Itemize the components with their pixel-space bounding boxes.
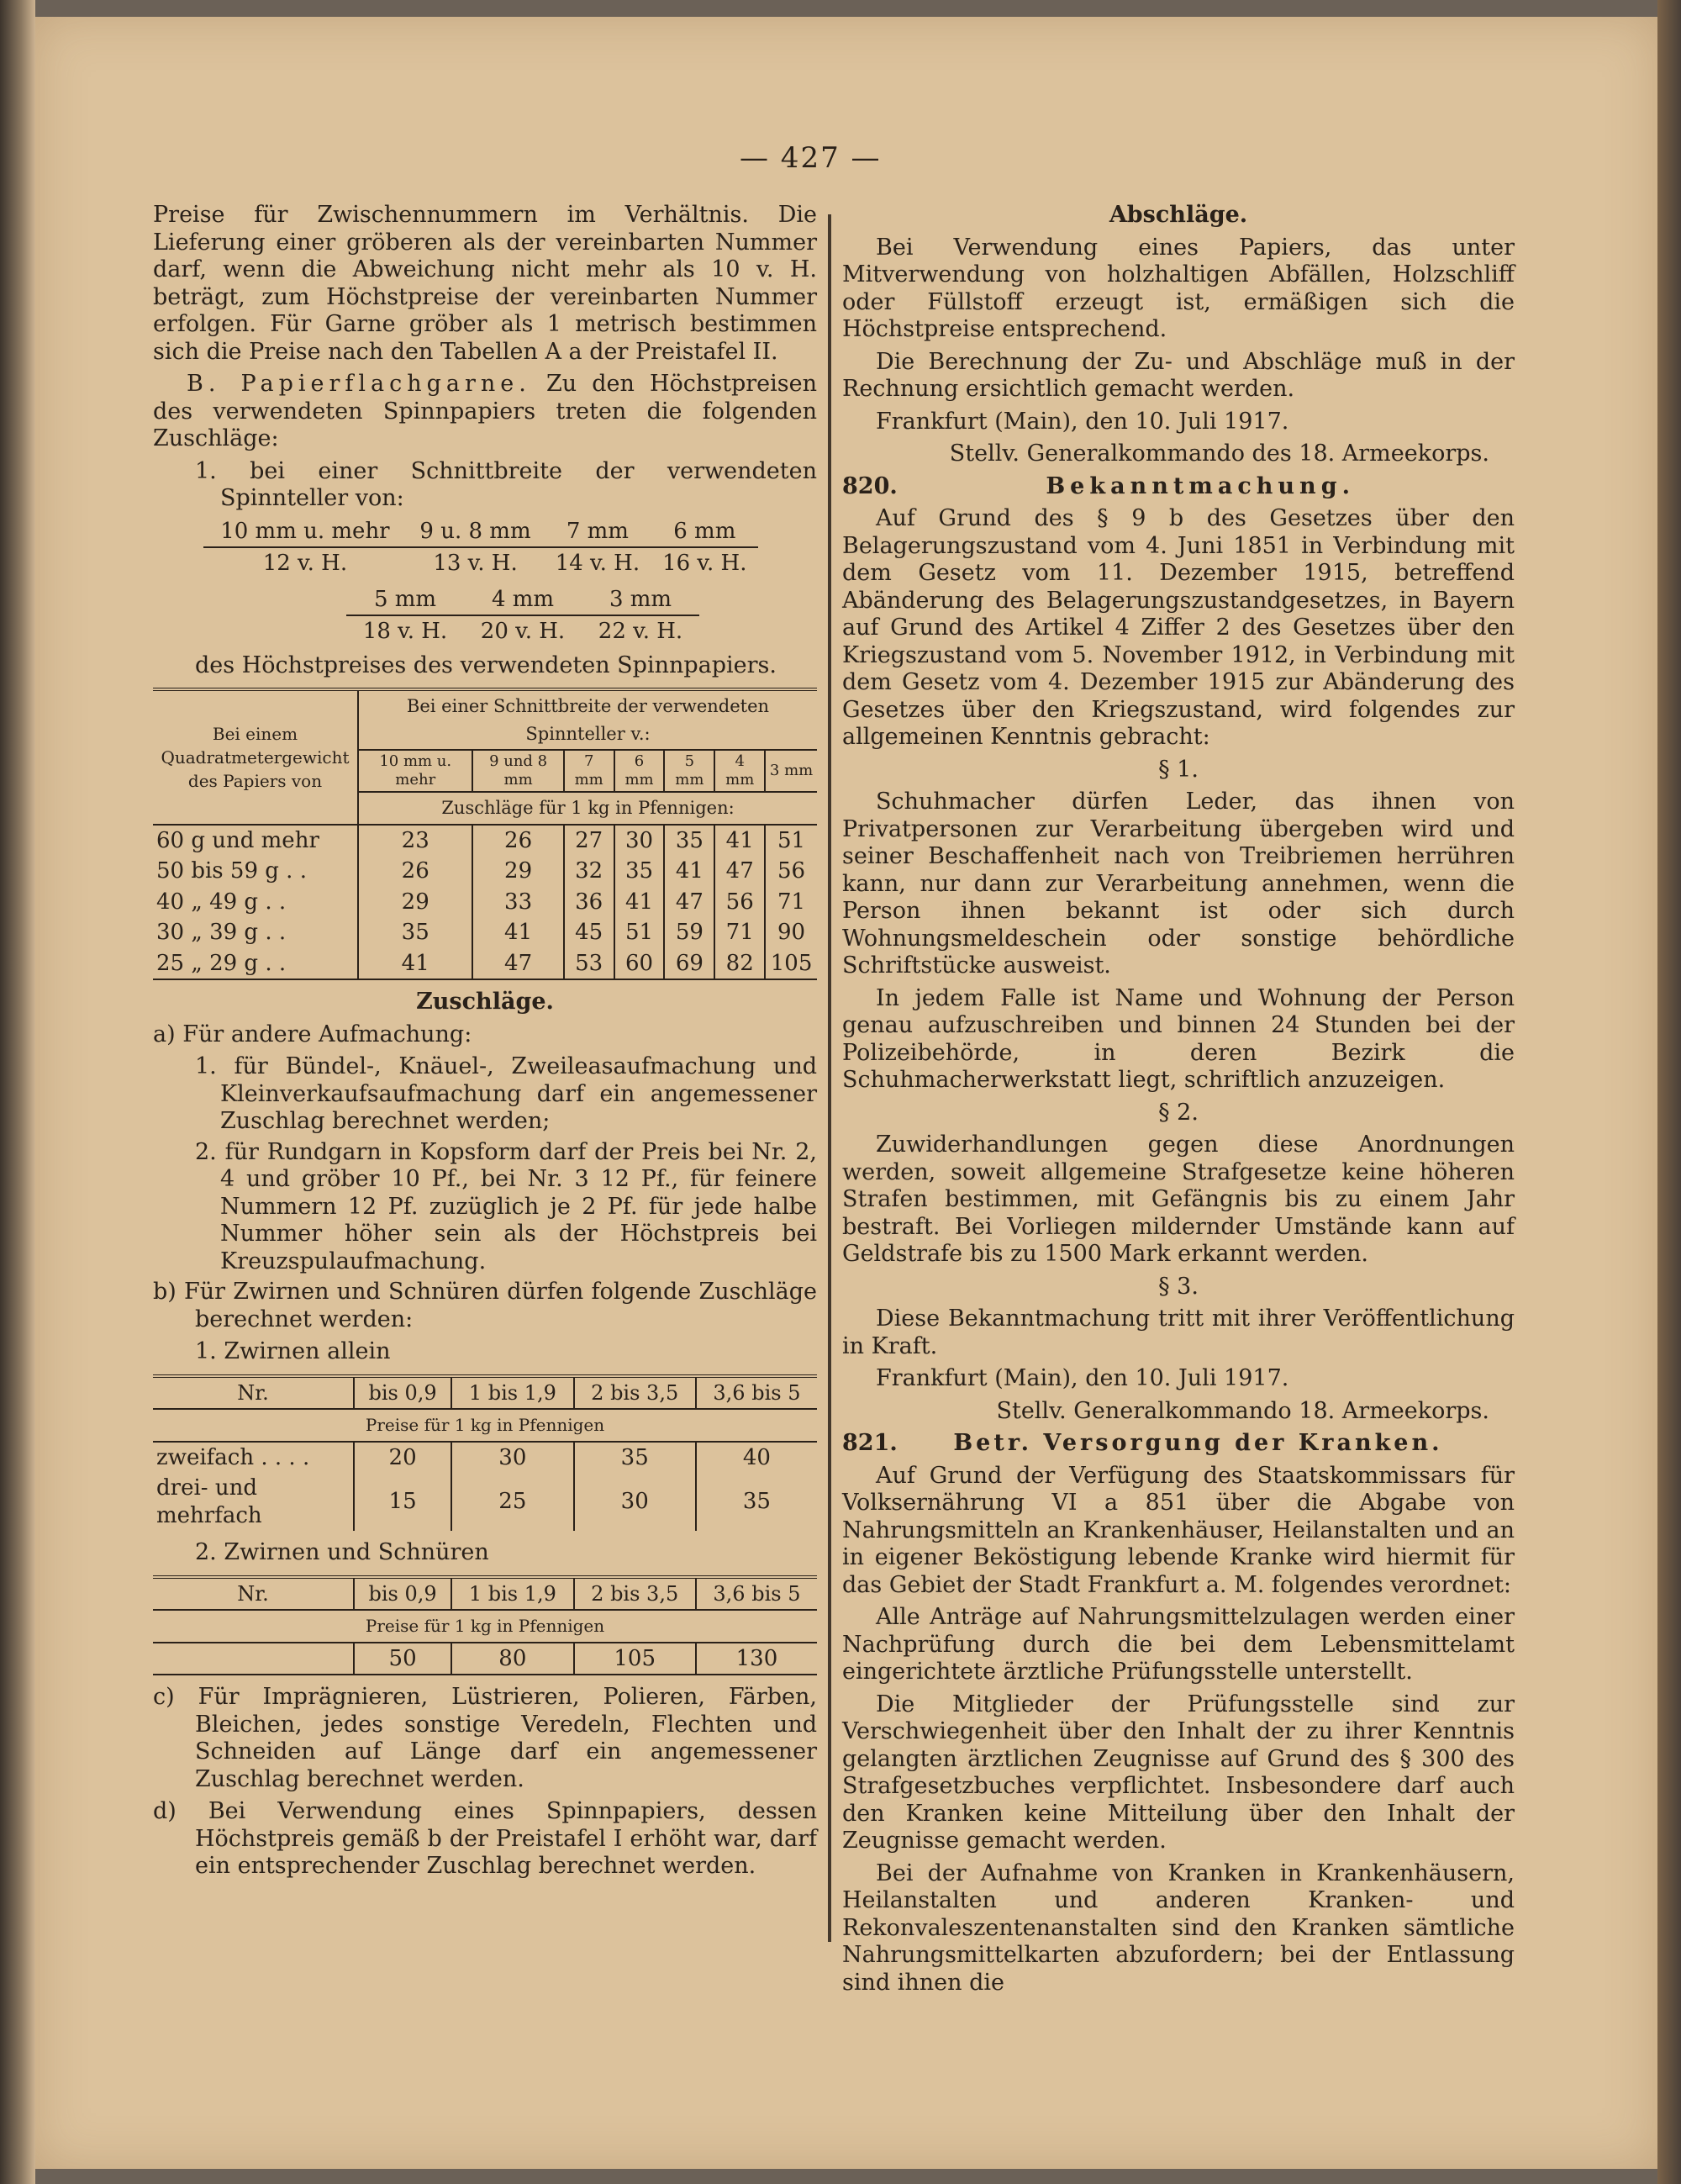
right-column	[842, 202, 1515, 2002]
column-header: 3 mm	[769, 762, 814, 779]
section-b-item-1: 1. bei einer Schnittbreite der verwendeten Spinnteller von:	[195, 457, 817, 511]
table-cell: 35	[574, 1442, 696, 1474]
versorgung-paragraph-3: Die Mitglieder der Prüfungsstelle sind zur Verschwiegenheit über den Inhalt der zu ihrer Kenntnis gelangten ärztlichen Zeugnisse auf Grund des § 300 des Strafgesetzbuches verpflichtet. Insbesondere darf auch den Kranken keine Mitteilung über den Inhalt der Zeugnisse gemacht werden.	[842, 1691, 1515, 1854]
column-header: 4 mm	[714, 750, 765, 792]
table-row	[153, 948, 817, 980]
table-cell: 56	[777, 858, 806, 884]
table-cell: 53	[564, 948, 614, 980]
section-a-item-2: 2. für Rundgarn in Kopsform darf der Preis bei Nr. 2, 4 und gröber 10 Pf., bei Nr. 3 12 Pf., für feinere Nummern 12 Pf. zuzüglich je 2 Pf. für jede halbe Nummer höher sein als der Höchstpreis bei Kreuzspulaufmachung.	[195, 1138, 817, 1274]
zwirnen-und-schnueren-label: 2. Zwirnen und Schnüren	[195, 1539, 489, 1565]
signature-1: Stellv. Generalkommando des 18. Armeekorps.	[949, 440, 1489, 467]
left-column	[153, 202, 817, 1886]
column-header: 2 bis 3,5	[574, 1376, 696, 1410]
table-cell: 41	[358, 948, 472, 980]
column-header: 2 bis 3,5	[574, 1577, 696, 1611]
schnueren-table	[153, 1575, 817, 1676]
table-cell: 40	[742, 1444, 771, 1470]
versorgung-paragraph-4: Bei der Aufnahme von Kranken in Krankenhäusern, Heilanstalten und anderen Kranken- und Rekonvaleszentenanstalten sind den Kranken sämtliche Nahrungsmittelkarten abzufordern; bei der Entlassung sind ihnen die	[842, 1860, 1515, 1996]
table-cell: 41	[614, 887, 665, 918]
row-label: 40 „ 49 g . .	[153, 887, 358, 918]
table-cell: 29	[358, 887, 472, 918]
row-label: 25 „ 29 g . .	[153, 948, 358, 980]
table-row	[153, 825, 817, 857]
paragraph-2-heading: § 2.	[1158, 1099, 1199, 1126]
versorgung-paragraph: Auf Grund der Verfügung des Staatskommissars für Volksernährung VI a 851 über die Abgabe von Nahrungsmitteln an Krankenhäuser, Heilanstalten und an in eigener Beköstigung lebende Kranke wird hiermit für das Gebiet der Stadt Frankfurt a. M. folgendes verordnet:	[842, 1462, 1515, 1598]
table-cell: 80	[451, 1643, 573, 1675]
book-spine	[0, 0, 35, 2184]
table-cell: 56	[714, 887, 765, 918]
row-label: 50 bis 59 g . .	[153, 856, 358, 887]
book-edge	[1657, 0, 1681, 2184]
mini1-bottom-cell: 14 v. H.	[555, 551, 640, 576]
zuschlaege-table-corner: Bei einem Quadratmetergewicht des Papiers von	[153, 689, 358, 825]
table-cell: 51	[614, 917, 665, 948]
mini2-top-cell: 5 mm	[346, 584, 464, 616]
table-row	[153, 1442, 817, 1474]
mini1-top-cell: 10 mm u. mehr	[203, 516, 407, 548]
zuschlaege-heading: Zuschläge.	[416, 989, 554, 1015]
table-cell: 47	[664, 887, 714, 918]
mini2-bottom-cell: 20 v. H.	[480, 619, 566, 644]
mini1-bottom-cell: 12 v. H.	[262, 551, 348, 576]
row-label	[153, 1643, 354, 1675]
paragraph-3-heading: § 3.	[1158, 1273, 1199, 1300]
table-cell: 35	[742, 1489, 771, 1515]
column-header: bis 0,9	[354, 1577, 451, 1611]
section-b-zwirnen-label: b) Für Zwirnen und Schnüren dürfen folgende Zuschläge berechnet werden:	[153, 1279, 817, 1332]
table-cell: 47	[472, 948, 563, 980]
versorgung-heading: Betr. Versorgung der Kranken.	[953, 1430, 1443, 1456]
notice-821-title-line	[842, 1430, 1515, 1458]
zuschlaege-table-unit: Zuschläge für 1 kg in Pfennigen:	[441, 798, 735, 818]
table-cell: 30	[574, 1473, 696, 1531]
table-cell: 30	[451, 1442, 573, 1474]
column-divider	[828, 214, 831, 1942]
section-a-item-1: 1. für Bündel-, Knäuel-, Zweileasaufmachung und Kleinverkaufsaufmachung darf ein angemessener Zuschlag berechnet werden;	[195, 1053, 817, 1134]
table-cell: 51	[777, 827, 806, 853]
notice-number-821: 821.	[842, 1430, 898, 1456]
date-line-2: Frankfurt (Main), den 10. Juli 1917.	[876, 1365, 1289, 1391]
mini1-top-cell: 6 mm	[651, 516, 758, 548]
mini1-top-cell: 9 u. 8 mm	[407, 516, 544, 548]
table-cell: 50	[354, 1643, 451, 1675]
table-row	[153, 1643, 817, 1675]
table-cell: 33	[472, 887, 563, 918]
row-label: 30 „ 39 g . .	[153, 917, 358, 948]
table-cell: 82	[714, 948, 765, 980]
intro-paragraph: Preise für Zwischennummern im Verhältnis. Die Lieferung einer gröberen als der vereinbarten Nummer darf, wenn die Abweichung nicht mehr als 10 v. H. beträgt, zum Höchstpreise der vereinbarten Nummer erfolgen. Für Garne gröber als 1 metrisch bestimmen sich die Preise nach den Tabellen A a der Preistafel II.	[153, 202, 817, 365]
column-header: 7 mm	[564, 750, 614, 792]
column-header: 3,6 bis 5	[696, 1577, 817, 1611]
mini2-top-cell: 4 mm	[464, 584, 582, 616]
column-header: 1 bis 1,9	[451, 1577, 573, 1611]
paragraph-3-text: Diese Bekanntmachung tritt mit ihrer Veröffentlichung in Kraft.	[842, 1306, 1515, 1359]
notice-820-title-line	[842, 473, 1515, 501]
table-cell: 45	[564, 917, 614, 948]
row-label: drei- und mehrfach	[153, 1473, 354, 1531]
column-header: 3,6 bis 5	[696, 1376, 817, 1410]
zwirnen-allein-label: 1. Zwirnen allein	[195, 1338, 391, 1364]
zwirnen-table-unit: Preise für 1 kg in Pfennigen	[153, 1409, 817, 1442]
table-cell: 71	[777, 889, 806, 915]
row-label: zweifach . . . .	[153, 1442, 354, 1474]
column-header: 6 mm	[614, 750, 665, 792]
table-cell: 90	[777, 920, 806, 945]
mini1-bottom-cell: 16 v. H.	[662, 551, 747, 576]
table-cell: 23	[358, 825, 472, 857]
table-cell: 71	[714, 917, 765, 948]
section-b-heading: B. Papierflachgarne.	[187, 371, 531, 397]
table-cell: 130	[696, 1643, 817, 1675]
table-row	[153, 856, 817, 887]
mini2-bottom-cell: 18 v. H.	[362, 619, 448, 644]
notice-number-820: 820.	[842, 472, 898, 499]
table-cell: 30	[614, 825, 665, 857]
zwirnen-table	[153, 1374, 817, 1532]
row-label: 60 g und mehr	[153, 825, 358, 857]
table-cell: 25	[451, 1473, 573, 1531]
table-cell: 60	[614, 948, 665, 980]
table-cell: 35	[664, 825, 714, 857]
bekanntmachung-heading: Bekanntmachung.	[1046, 472, 1355, 499]
table-cell: 41	[714, 825, 765, 857]
table-cell: 26	[358, 856, 472, 887]
section-b-paragraph	[153, 371, 817, 453]
section-c-paragraph: c) Für Imprägnieren, Lüstrieren, Polieren, Färben, Bleichen, jedes sonstige Veredeln, Flechten und Schneiden auf Länge darf ein angemessener Zuschlag berechnet werden.	[153, 1684, 817, 1792]
column-header: Nr.	[153, 1376, 354, 1410]
date-line-1: Frankfurt (Main), den 10. Juli 1917.	[876, 408, 1289, 435]
versorgung-paragraph-2: Alle Anträge auf Nahrungsmittelzulagen werden einer Nachprüfung durch die bei dem Lebensmittelamt eingerichtete ärztliche Prüfungsstelle unterstellt.	[842, 1604, 1515, 1685]
table-cell: 29	[472, 856, 563, 887]
table-cell: 15	[354, 1473, 451, 1531]
table-row	[153, 1473, 817, 1531]
table-cell: 59	[664, 917, 714, 948]
zuschlaege-table	[153, 688, 817, 980]
table-row	[153, 887, 817, 918]
column-header: bis 0,9	[354, 1376, 451, 1410]
paragraph-2-text: Zuwiderhandlungen gegen diese Anordnungen werden, soweit allgemeine Strafgesetze keine höheren Strafen bestimmen, mit Gefängnis bis zu einem Jahr bestraft. Bei Vorliegen mildernder Umstände kann auf Geldstrafe bis zu 1500 Mark erkannt werden.	[842, 1132, 1515, 1267]
table-cell: 105	[574, 1643, 696, 1675]
table-cell: 105	[770, 950, 813, 976]
table-cell: 35	[614, 856, 665, 887]
schnittbreite-table-1	[203, 516, 758, 579]
berechnung-paragraph: Die Berechnung der Zu- und Abschläge muß in der Rechnung ersichtlich gemacht werden.	[842, 348, 1515, 402]
zuschlaege-table-group-header: Bei einer Schnittbreite der verwendeten Spinnteller v.:	[358, 689, 817, 750]
bekanntmachung-paragraph: Auf Grund des § 9 b des Gesetzes über den Belagerungszustand vom 4. Juni 1851 in Verbindung mit dem Gesetz vom 11. Dezember 1915, betreffend Abänderung des Belagerungszustandgesetzes, in Bayern auf Grund des Artikel 4 Ziffer 2 des Gesetzes über den Kriegszustand vom 5. November 1912, in Verbindung mit dem Gesetz vom 4. Dezember 1915 zur Abänderung des Gesetzes über den Kriegszustand, wird folgendes zur allgemeinen Kenntnis gebracht:	[842, 505, 1515, 750]
section-b-after: des Höchstpreises des verwendeten Spinnpapiers.	[195, 652, 777, 678]
table-row	[153, 917, 817, 948]
table-cell: 36	[564, 887, 614, 918]
table-cell: 41	[664, 856, 714, 887]
table-cell: 20	[354, 1442, 451, 1474]
signature-2: Stellv. Generalkommando 18. Armeekorps.	[996, 1397, 1489, 1424]
column-header: 9 und 8 mm	[472, 750, 563, 792]
table-cell: 41	[472, 917, 563, 948]
column-header: 1 bis 1,9	[451, 1376, 573, 1410]
paragraph-1-heading: § 1.	[1158, 756, 1199, 783]
section-b-text: Zu den Höchstpreisen des verwendeten Spinnpapiers treten die folgenden Zuschläge:	[153, 371, 818, 451]
column-header: 10 mm u. mehr	[358, 750, 472, 792]
table-cell: 26	[472, 825, 563, 857]
table-cell: 69	[664, 948, 714, 980]
table-cell: 32	[564, 856, 614, 887]
abschlaege-heading: Abschläge.	[1109, 202, 1248, 228]
section-a-label: a) Für andere Aufmachung:	[153, 1021, 472, 1047]
table-cell: 27	[564, 825, 614, 857]
mini2-top-cell: 3 mm	[582, 584, 699, 616]
column-header: 5 mm	[664, 750, 714, 792]
table-cell: 35	[358, 917, 472, 948]
table-cell: 47	[714, 856, 765, 887]
schnittbreite-table-2	[346, 584, 699, 647]
abschlaege-paragraph: Bei Verwendung eines Papiers, das unter Mitverwendung von holzhaltigen Abfällen, Holzschliff oder Füllstoff erzeugt ist, ermäßigen sich die Höchstpreise entsprechend.	[842, 234, 1515, 342]
mini1-bottom-cell: 13 v. H.	[433, 551, 518, 576]
column-header: Nr.	[153, 1577, 354, 1611]
mini2-bottom-cell: 22 v. H.	[598, 619, 683, 644]
schnueren-table-unit: Preise für 1 kg in Pfennigen	[153, 1610, 817, 1643]
paragraph-1-text-2: In jedem Falle ist Name und Wohnung der Person genau aufzuschreiben und binnen 24 Stunden bei der Polizeibehörde, in deren Bezirk die Schuhmacherwerkstatt liegt, schriftlich anzuzeigen.	[842, 984, 1515, 1093]
section-d-paragraph: d) Bei Verwendung eines Spinnpapiers, dessen Höchstpreis gemäß b der Preistafel I erhöht war, darf ein entsprechender Zuschlag berechnet werden.	[153, 1798, 817, 1879]
paragraph-1-text: Schuhmacher dürfen Leder, das ihnen von Privatpersonen zur Verarbeitung übergeben wird und seiner Beschaffenheit nach von Treibriemen herrühren kann, nur dann zur Verarbeitung annehmen, wenn die Person ihnen bekannt ist oder sich durch Wohnungsmeldeschein oder sonstige behördliche Schriftstücke ausweist.	[842, 789, 1515, 979]
mini1-top-cell: 7 mm	[544, 516, 651, 548]
page-number: — 427 —	[740, 141, 882, 175]
